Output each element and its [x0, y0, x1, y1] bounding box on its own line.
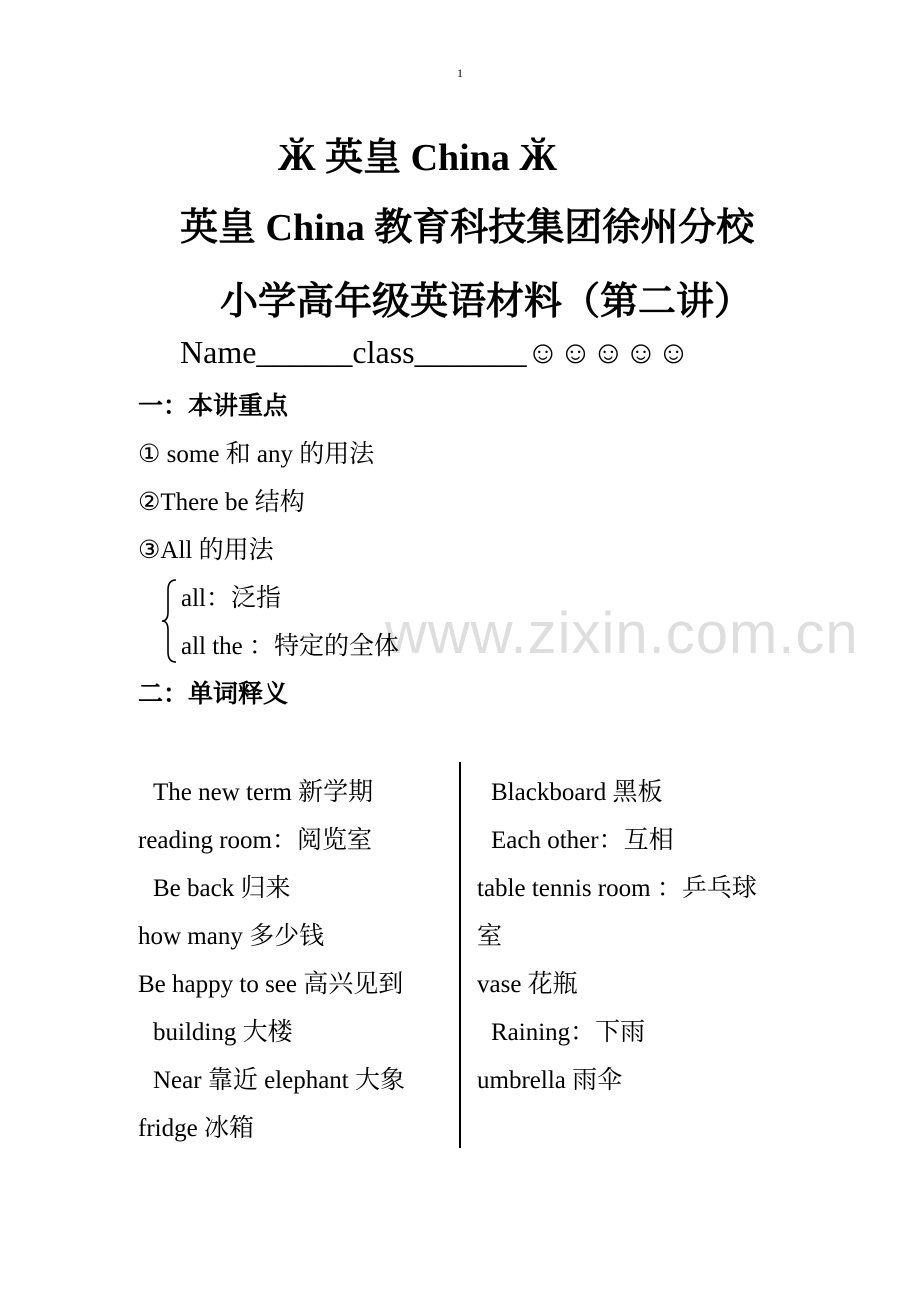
key-point-item: ① some 和 any 的用法 — [138, 441, 375, 468]
vocab-right-item: vase 花瓶 — [477, 971, 578, 998]
vocab-right-item: Each other：互相 — [491, 827, 674, 854]
vocab-left-item: The new term 新学期 — [153, 779, 374, 806]
vocab-left-item: how many 多少钱 — [138, 923, 325, 950]
page-number: 1 — [457, 66, 463, 80]
title-line-1: Ӂ 英皇 China Ӂ — [278, 137, 557, 179]
all-usage-item: all the ：特定的全体 — [181, 633, 400, 660]
watermark: www.zixin.com.cn — [385, 601, 859, 666]
name-class-line: Name______class_______☺☺☺☺☺ — [180, 334, 690, 370]
column-divider — [459, 762, 461, 1148]
title-line-3: 小学高年级英语材料（第二讲） — [220, 281, 753, 323]
vocab-right-item: table tennis room ：乒乓球 — [477, 875, 757, 902]
vocab-left-item: reading room：阅览室 — [138, 827, 372, 854]
title-line-2: 英皇 China 教育科技集团徐州分校 — [180, 207, 755, 249]
vocab-left-item: fridge 冰箱 — [138, 1115, 254, 1142]
key-point-item: ③All 的用法 — [138, 537, 274, 564]
vocab-left-item: building 大楼 — [153, 1019, 293, 1046]
vocab-right-item: Raining：下雨 — [491, 1019, 646, 1046]
vocab-left-item: Be happy to see 高兴见到 — [138, 971, 404, 998]
section-heading-key-points: 一：本讲重点 — [138, 393, 289, 420]
all-usage-item: all：泛指 — [181, 585, 281, 612]
vocab-right-item: 室 — [477, 923, 503, 950]
curly-brace-icon — [160, 578, 182, 664]
vocab-right-item: Blackboard 黑板 — [491, 779, 663, 806]
vocab-left-item: Near 靠近 elephant 大象 — [153, 1067, 406, 1094]
section-heading-vocabulary: 二：单词释义 — [138, 681, 289, 708]
key-point-item: ②There be 结构 — [138, 489, 305, 516]
vocab-left-item: Be back 归来 — [153, 875, 291, 902]
vocab-right-item: umbrella 雨伞 — [477, 1067, 623, 1094]
